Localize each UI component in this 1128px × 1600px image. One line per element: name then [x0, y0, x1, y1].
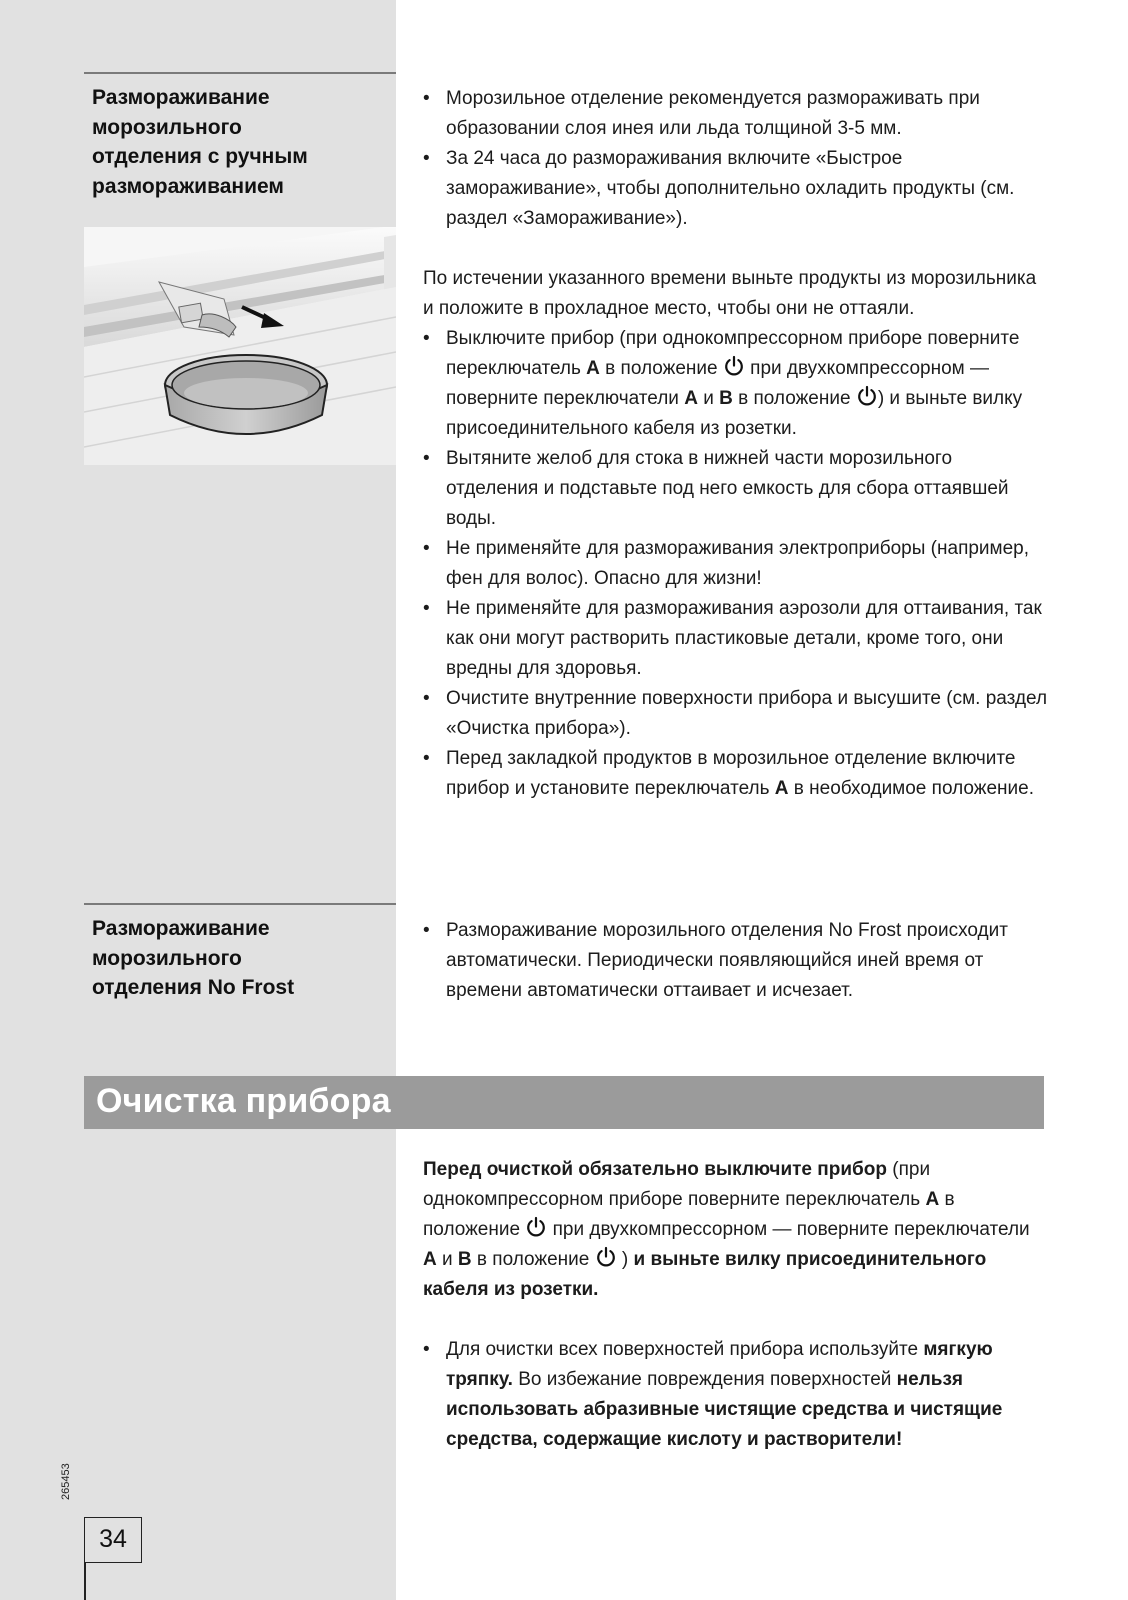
list-item: • Для очистки всех поверхностей прибора используйте мягкую тряпку. Во избежание повреждения поверхностей нельзя использовать абразивные чистящие средства и чистящие средства, содержащие кислоту и растворители! — [423, 1335, 1048, 1455]
list-item: • За 24 часа до размораживания включите «Быстрое замораживание», чтобы дополнительно охладить продукты (см. раздел «Замораживание»). — [423, 144, 1048, 234]
list-item: • Морозильное отделение рекомендуется размораживать при образовании слоя инея или льда толщиной 3-5 мм. — [423, 84, 1048, 144]
document-code: 265453 — [60, 1463, 72, 1500]
defrost-steps-list — [423, 324, 1048, 804]
list-item: • Очистите внутренние поверхности прибора и высушите (см. раздел «Очистка прибора»). — [423, 684, 1048, 744]
power-icon — [525, 1216, 547, 1238]
page-number-box — [84, 1517, 142, 1563]
power-icon — [723, 355, 745, 377]
manual-defrost-text — [423, 84, 1048, 804]
defrost-drain-illustration — [84, 227, 396, 465]
cleaning-intro: Перед очисткой обязательно выключите прибор (при однокомпрессорном приборе поверните переключатель A в положение при двухкомпрессорном — поверните переключатели A и B в положение ) и выньте вилку присоединительного кабеля из розетки. — [423, 1159, 1030, 1300]
nofrost-text — [423, 916, 1048, 1006]
cleaning-title: Очистка прибора — [96, 1082, 391, 1120]
list-item: • Размораживание морозильного отделения No Frost происходит автоматически. Периодически появляющийся иней время от времени автоматически оттаивает и исчезает. — [423, 916, 1048, 1006]
list-item: • Выключите прибор (при однокомпрессорном приборе поверните переключатель A в положение при двухкомпрессорном — поверните переключатели A и B в положение ) и выньте вилку присоединительного кабеля из розетки. — [423, 324, 1048, 444]
defrost-paragraph: По истечении указанного времени выньте продукты из морозильника и положите в прохладное место, чтобы они не оттаяли. — [423, 268, 1037, 319]
list-item: • Перед закладкой продуктов в морозильное отделение включите прибор и установите переключатель A в необходимое положение. — [423, 744, 1048, 804]
cleaning-text — [423, 1155, 1048, 1455]
power-icon — [856, 385, 878, 407]
list-item: • Не применяйте для размораживания аэрозоли для оттаивания, так как они могут растворить пластиковые детали, кроме того, они вредны для здоровья. — [423, 594, 1048, 684]
power-icon — [595, 1246, 617, 1268]
cleaning-list — [423, 1335, 1048, 1455]
defrost-prep-list — [423, 84, 1048, 234]
section-rule — [84, 903, 396, 905]
page-number-line — [84, 1562, 86, 1600]
manual-defrost-heading: Размораживание морозильного отделения с ручным размораживанием — [92, 86, 308, 198]
cleaning-banner — [84, 1076, 1044, 1129]
nofrost-list — [423, 916, 1048, 1006]
section-rule — [84, 72, 396, 74]
list-item: • Вытяните желоб для стока в нижней части морозильного отделения и подставьте под него емкость для сбора оттаявшей воды. — [423, 444, 1048, 534]
page-number: 34 — [99, 1525, 127, 1553]
list-item: • Не применяйте для размораживания электроприборы (например, фен для волос). Опасно для жизни! — [423, 534, 1048, 594]
nofrost-heading: Размораживание морозильного отделения No Frost — [92, 917, 295, 999]
